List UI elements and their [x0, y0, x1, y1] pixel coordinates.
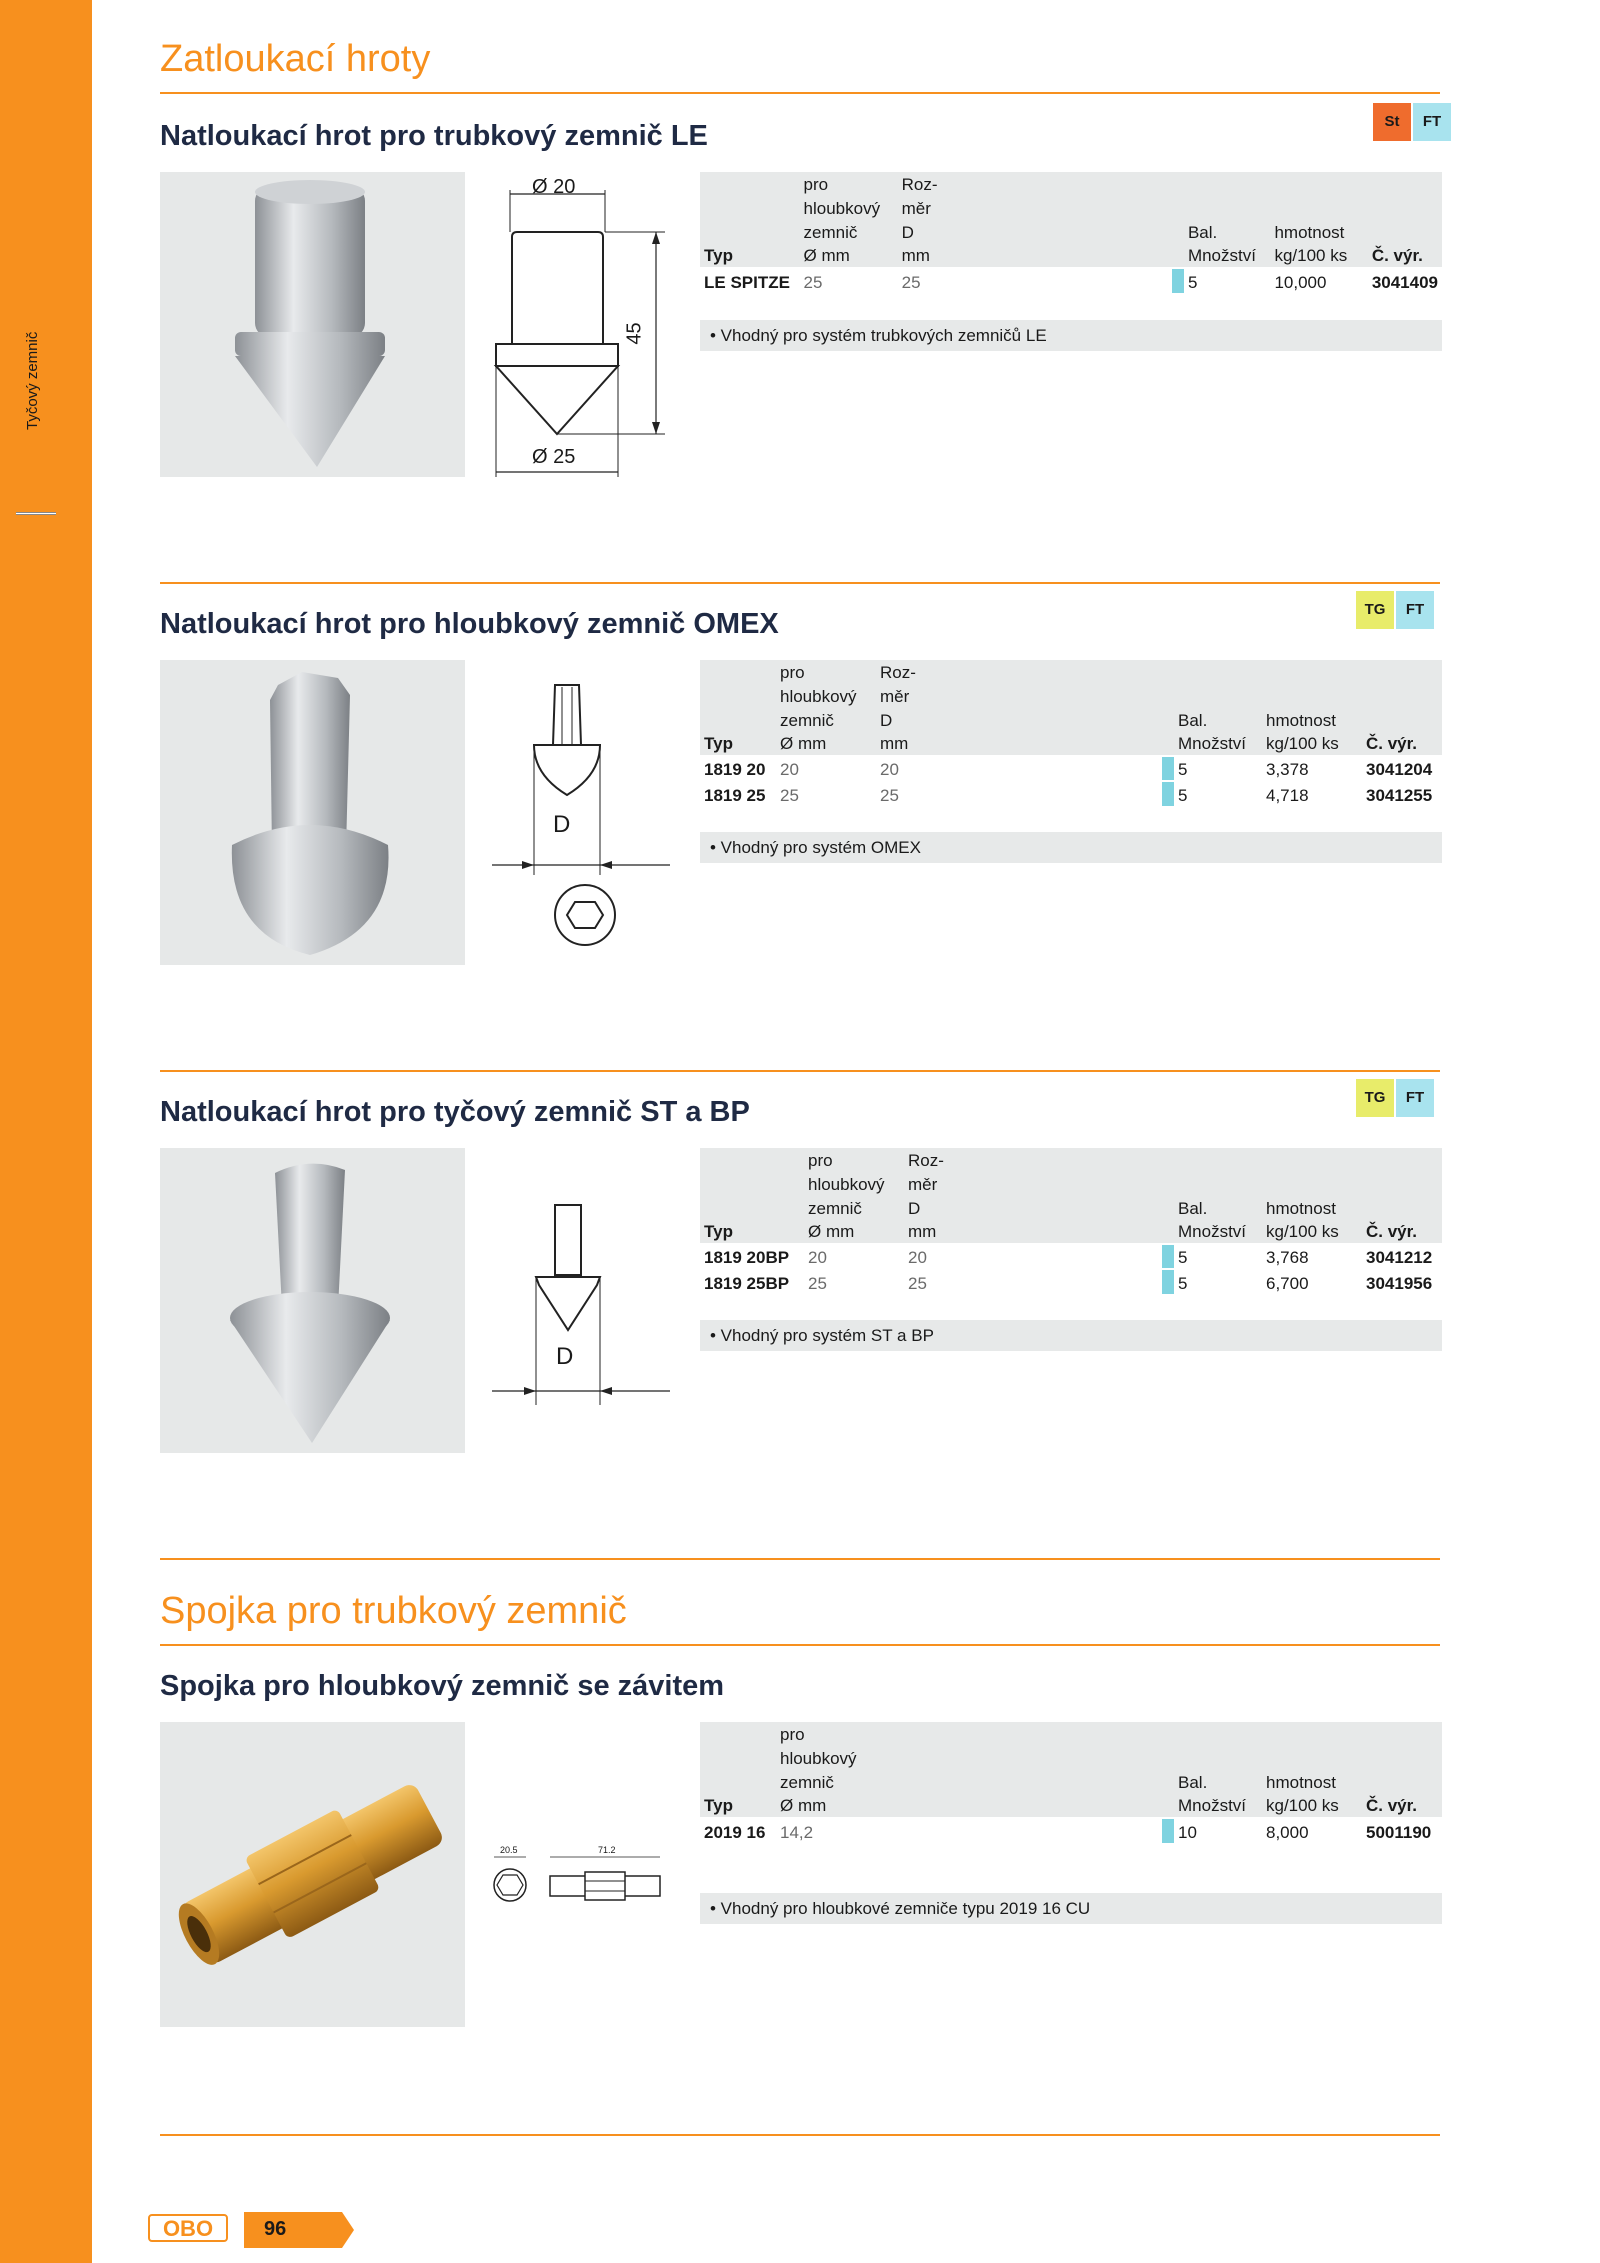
section-title-omex: Natloukací hrot pro hloubkový zemnič OMEX: [160, 608, 779, 640]
table-row: 1819 25BP 25 25 5 6,700 3041956: [700, 1269, 1442, 1294]
section-rule: [160, 582, 1440, 584]
table-row: 1819 20 20 20 5 3,378 3041204: [700, 756, 1442, 781]
product-photo-omex: [160, 660, 465, 965]
product-photo-le-spitze: [160, 172, 465, 477]
note-st-bp: • Vhodný pro systém ST a BP: [700, 1320, 1442, 1351]
table-row: 1819 20BP 20 20 5 3,768 3041212: [700, 1244, 1442, 1269]
section-title-st-bp: Natloukací hrot pro tyčový zemnič ST a BP: [160, 1096, 750, 1128]
section-rule: [160, 1558, 1440, 1560]
product-table-st-bp: pro Roz- hloubkový měr zemnič D Bal. hmotnost Typ Ø mm mm Množství kg/100 ks Č. výr. 1819 20BP 20 20 5 3,768 3041212 1819 25BP 25 25 5 6,700 3041956: [700, 1148, 1442, 1294]
obo-logo: [148, 2210, 228, 2246]
dim-a-label: 20.5: [500, 1845, 518, 1855]
product-table-le: pro Roz- hloubkový měr zemnič D Bal. hmotnost Typ Ø mm mm Množství kg/100 ks Č. výr. LE SPITZE 25 25 5 10,000 3041409: [700, 172, 1442, 293]
product-photo-st-bp: [160, 1148, 465, 1453]
svg-text:OBO: OBO: [162, 2216, 214, 2241]
section-title-spojka: Spojka pro hloubkový zemnič se závitem: [160, 1670, 725, 1702]
title-rule: [160, 92, 1440, 94]
badge-st: St: [1373, 103, 1411, 141]
badge-tg: TG: [1356, 1079, 1394, 1117]
technical-drawing-st-bp: [480, 1195, 680, 1405]
product-photo-spojka: [160, 1722, 465, 2027]
note-spojka: • Vhodný pro hloubkové zemniče typu 2019 16 CU: [700, 1893, 1442, 1924]
dim-top-label: Ø 20: [532, 176, 576, 198]
sidebar-label: Tyčový zemnič: [24, 331, 41, 430]
page-number: 96: [264, 2218, 287, 2240]
section-rule: [160, 1070, 1440, 1072]
section-title-le: Natloukací hrot pro trubkový zemnič LE: [160, 120, 708, 152]
dim-side-label: 45: [623, 322, 646, 345]
dim-d-label: D: [556, 1343, 574, 1370]
table-row: LE SPITZE 25 25 5 10,000 3041409: [700, 268, 1442, 293]
table-row: 2019 16 14,2 10 8,000 5001190: [700, 1818, 1442, 1843]
table-row: 1819 25 25 25 5 4,718 3041255: [700, 781, 1442, 806]
dim-bottom-label: Ø 25: [532, 446, 576, 468]
badge-ft: FT: [1396, 591, 1434, 629]
technical-drawing-le: [480, 172, 680, 492]
technical-drawing-omex: [480, 675, 680, 975]
page-number-tab: [244, 2212, 354, 2248]
note-omex: • Vhodný pro systém OMEX: [700, 832, 1442, 863]
dim-b-label: 71.2: [598, 1845, 616, 1855]
product-table-spojka: pro hloubkový zemnič Bal. hmotnost Typ Ø mm Množství kg/100 ks Č. výr. 2019 16 14,2 10 8,000 5001190: [700, 1722, 1442, 1843]
badge-ft: FT: [1396, 1079, 1434, 1117]
dim-d-label: D: [553, 811, 571, 838]
product-table-omex: pro Roz- hloubkový měr zemnič D Bal. hmotnost Typ Ø mm mm Množství kg/100 ks Č. výr. 1819 20 20 20 5 3,378 3041204 1819 25 25 25 5 4,718 3041255: [700, 660, 1442, 806]
sidebar-marker: [16, 512, 56, 515]
sidebar-band: [0, 0, 92, 2263]
note-le: • Vhodný pro systém trubkových zemničů LE: [700, 320, 1442, 351]
badge-ft: FT: [1413, 103, 1451, 141]
title-rule: [160, 1644, 1440, 1646]
footer-rule: [160, 2134, 1440, 2136]
technical-drawing-spojka: [480, 1845, 680, 1915]
page-title: Zatloukací hroty: [160, 38, 431, 80]
badge-tg: TG: [1356, 591, 1394, 629]
section-main-title-spojka: Spojka pro trubkový zemnič: [160, 1590, 627, 1632]
